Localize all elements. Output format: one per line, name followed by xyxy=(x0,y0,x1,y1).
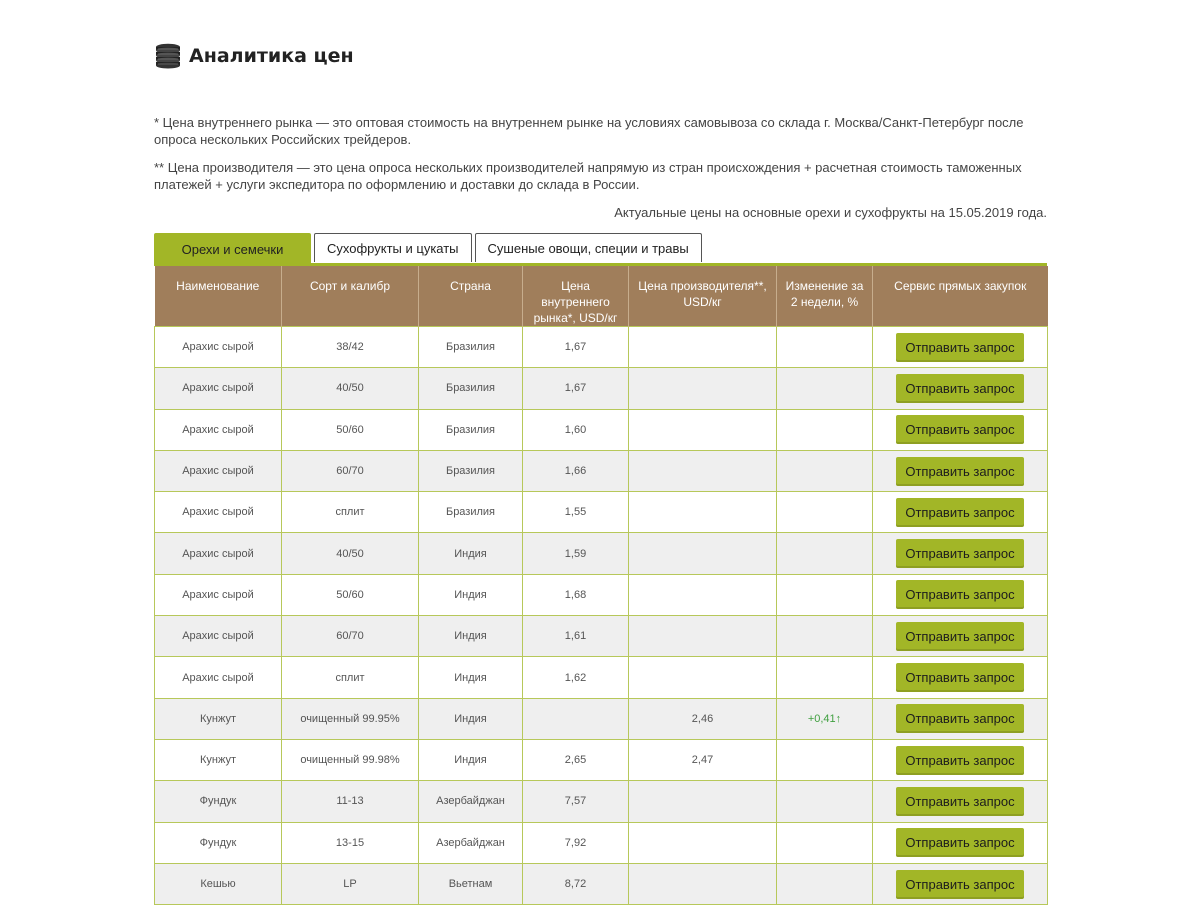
cell-request xyxy=(873,533,1048,574)
cell-request xyxy=(873,574,1048,615)
cell-market-price: 1,66 xyxy=(523,450,629,491)
cell-grade: сплит xyxy=(282,657,419,698)
cell-producer-price xyxy=(629,368,777,409)
cell-market-price: 1,67 xyxy=(523,327,629,368)
send-request-button[interactable]: Отправить запрос xyxy=(896,622,1023,651)
cell-market-price: 8,72 xyxy=(523,863,629,904)
send-request-button[interactable]: Отправить запрос xyxy=(896,539,1023,568)
cell-change xyxy=(777,492,873,533)
cell-grade: 60/70 xyxy=(282,450,419,491)
cell-name: Кунжут xyxy=(155,698,282,739)
cell-producer-price xyxy=(629,574,777,615)
cell-market-price: 7,57 xyxy=(523,781,629,822)
cell-market-price: 1,68 xyxy=(523,574,629,615)
cell-grade: 40/50 xyxy=(282,533,419,574)
cell-country: Индия xyxy=(419,657,523,698)
cell-name: Фундук xyxy=(155,822,282,863)
col-header-direct-purchase: Сервис прямых закупок xyxy=(873,266,1048,327)
col-header-producer-price: Цена производителя**, USD/кг xyxy=(629,266,777,327)
cell-country: Вьетнам xyxy=(419,863,523,904)
table-row xyxy=(155,368,1048,409)
cell-change xyxy=(777,739,873,780)
cell-change xyxy=(777,574,873,615)
cell-change xyxy=(777,327,873,368)
tab-dried-fruits[interactable]: Сухофрукты и цукаты xyxy=(314,233,472,262)
cell-name: Арахис сырой xyxy=(155,492,282,533)
category-tabs xyxy=(154,233,702,264)
col-header-market-price: Цена внутреннего рынка*, USD/кг xyxy=(523,266,629,327)
send-request-button[interactable]: Отправить запрос xyxy=(896,457,1023,486)
cell-grade: очищенный 99.95% xyxy=(282,698,419,739)
cell-change xyxy=(777,781,873,822)
cell-name: Кешью xyxy=(155,863,282,904)
cell-grade: 50/60 xyxy=(282,409,419,450)
table-row xyxy=(155,492,1048,533)
cell-change xyxy=(777,657,873,698)
cell-request xyxy=(873,616,1048,657)
note-producer-price: ** Цена производителя — это цена опроса нескольких производителей напрямую из стран происхождения + расчетная стоимость таможенных платежей + услуги экспедитора по оформлению и доставки до склада в России. xyxy=(154,160,1022,192)
cell-producer-price xyxy=(629,657,777,698)
send-request-button[interactable]: Отправить запрос xyxy=(896,870,1023,899)
cell-request xyxy=(873,698,1048,739)
send-request-button[interactable]: Отправить запрос xyxy=(896,333,1023,362)
cell-name: Фундук xyxy=(155,781,282,822)
cell-change xyxy=(777,368,873,409)
page-header xyxy=(154,42,354,70)
cell-country: Бразилия xyxy=(419,450,523,491)
cell-market-price: 7,92 xyxy=(523,822,629,863)
cell-producer-price xyxy=(629,327,777,368)
cell-change xyxy=(777,409,873,450)
col-header-grade: Сорт и калибр xyxy=(282,266,419,327)
cell-producer-price xyxy=(629,533,777,574)
cell-market-price: 1,60 xyxy=(523,409,629,450)
cell-request xyxy=(873,327,1048,368)
cell-name: Арахис сырой xyxy=(155,368,282,409)
table-row xyxy=(155,327,1048,368)
send-request-button[interactable]: Отправить запрос xyxy=(896,828,1023,857)
table-row xyxy=(155,574,1048,615)
cell-country: Бразилия xyxy=(419,368,523,409)
send-request-button[interactable]: Отправить запрос xyxy=(896,704,1023,733)
cell-country: Бразилия xyxy=(419,409,523,450)
col-header-country: Страна xyxy=(419,266,523,327)
tab-nuts-and-seeds[interactable]: Орехи и семечки xyxy=(154,233,311,264)
cell-grade: LP xyxy=(282,863,419,904)
cell-producer-price: 2,47 xyxy=(629,739,777,780)
cell-name: Арахис сырой xyxy=(155,616,282,657)
price-table xyxy=(154,266,1048,905)
page-title: Аналитика цен xyxy=(189,45,354,67)
cell-request xyxy=(873,822,1048,863)
cell-producer-price xyxy=(629,409,777,450)
cell-request xyxy=(873,409,1048,450)
cell-producer-price xyxy=(629,822,777,863)
table-row xyxy=(155,409,1048,450)
table-row xyxy=(155,739,1048,780)
cell-change xyxy=(777,450,873,491)
actual-date-text: Актуальные цены на основные орехи и сухофрукты на 15.05.2019 года. xyxy=(614,205,1047,220)
cell-grade: 11-13 xyxy=(282,781,419,822)
cell-change xyxy=(777,533,873,574)
cell-name: Арахис сырой xyxy=(155,574,282,615)
table-row xyxy=(155,863,1048,904)
note-market-price: * Цена внутреннего рынка — это оптовая стоимость на внутреннем рынке на условиях самовывоза со склада г. Москва/Санкт-Петербург после опроса нескольких Российских трейдеров. xyxy=(154,115,1024,147)
price-notes xyxy=(154,114,1054,204)
cell-country: Индия xyxy=(419,616,523,657)
cell-country: Азербайджан xyxy=(419,781,523,822)
send-request-button[interactable]: Отправить запрос xyxy=(896,787,1023,816)
cell-market-price: 1,55 xyxy=(523,492,629,533)
cell-country: Бразилия xyxy=(419,327,523,368)
cell-market-price: 1,59 xyxy=(523,533,629,574)
cell-request xyxy=(873,450,1048,491)
cell-name: Арахис сырой xyxy=(155,409,282,450)
col-header-name: Наименование xyxy=(155,266,282,327)
cell-name: Арахис сырой xyxy=(155,657,282,698)
cell-country: Индия xyxy=(419,574,523,615)
coins-stack-icon xyxy=(154,42,182,70)
cell-country: Индия xyxy=(419,739,523,780)
cell-name: Арахис сырой xyxy=(155,533,282,574)
cell-producer-price xyxy=(629,450,777,491)
send-request-button[interactable]: Отправить запрос xyxy=(896,663,1023,692)
cell-request xyxy=(873,368,1048,409)
send-request-button[interactable]: Отправить запрос xyxy=(896,746,1023,775)
cell-country: Индия xyxy=(419,533,523,574)
send-request-button[interactable]: Отправить запрос xyxy=(896,415,1023,444)
cell-market-price: 1,62 xyxy=(523,657,629,698)
cell-grade: 38/42 xyxy=(282,327,419,368)
cell-request xyxy=(873,739,1048,780)
cell-market-price: 2,65 xyxy=(523,739,629,780)
cell-market-price: 1,67 xyxy=(523,368,629,409)
send-request-button[interactable]: Отправить запрос xyxy=(896,374,1023,403)
cell-request xyxy=(873,657,1048,698)
cell-name: Арахис сырой xyxy=(155,450,282,491)
table-header-row xyxy=(155,266,1048,327)
table-row xyxy=(155,822,1048,863)
cell-grade: 40/50 xyxy=(282,368,419,409)
cell-name: Кунжут xyxy=(155,739,282,780)
cell-grade: 13-15 xyxy=(282,822,419,863)
table-row xyxy=(155,698,1048,739)
table-row xyxy=(155,616,1048,657)
cell-producer-price xyxy=(629,863,777,904)
cell-producer-price: 2,46 xyxy=(629,698,777,739)
cell-country: Индия xyxy=(419,698,523,739)
cell-market-price xyxy=(523,698,629,739)
table-row xyxy=(155,657,1048,698)
send-request-button[interactable]: Отправить запрос xyxy=(896,498,1023,527)
cell-grade: очищенный 99.98% xyxy=(282,739,419,780)
cell-producer-price xyxy=(629,492,777,533)
table-row xyxy=(155,450,1048,491)
cell-market-price: 1,61 xyxy=(523,616,629,657)
cell-request xyxy=(873,863,1048,904)
cell-change: +0,41↑ xyxy=(777,698,873,739)
cell-change xyxy=(777,616,873,657)
table-row xyxy=(155,781,1048,822)
cell-grade: 60/70 xyxy=(282,616,419,657)
cell-country: Бразилия xyxy=(419,492,523,533)
cell-country: Азербайджан xyxy=(419,822,523,863)
col-header-change: Изменение за 2 недели, % xyxy=(777,266,873,327)
send-request-button[interactable]: Отправить запрос xyxy=(896,580,1023,609)
cell-change xyxy=(777,863,873,904)
cell-name: Арахис сырой xyxy=(155,327,282,368)
tab-dried-vegetables-spices[interactable]: Сушеные овощи, специи и травы xyxy=(475,233,702,262)
cell-producer-price xyxy=(629,781,777,822)
cell-grade: сплит xyxy=(282,492,419,533)
cell-change xyxy=(777,822,873,863)
cell-producer-price xyxy=(629,616,777,657)
cell-grade: 50/60 xyxy=(282,574,419,615)
cell-request xyxy=(873,492,1048,533)
table-row xyxy=(155,533,1048,574)
cell-request xyxy=(873,781,1048,822)
